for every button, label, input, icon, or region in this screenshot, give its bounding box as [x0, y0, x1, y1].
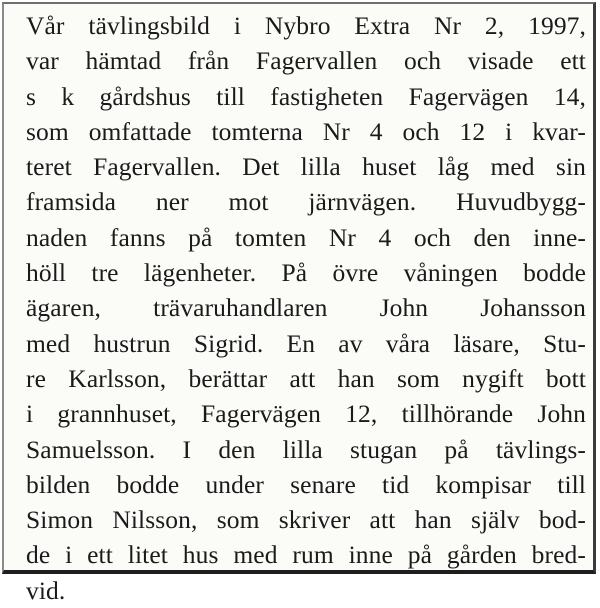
text-line: som omfattade tomterna Nr 4 och 12 i kvar- [26, 116, 586, 146]
text-line: de i ett litet hus med rum inne på gården bred- [26, 540, 586, 570]
text-line: Simon Nilsson, som skriver att han själv bod- [26, 505, 586, 535]
article-text [26, 8, 586, 608]
text-line: Samuelsson. I den lilla stugan på tävlings- [26, 434, 586, 464]
text-line: bilden bodde under senare tid kompisar till [26, 469, 586, 499]
text-line: s k gårdshus till fastigheten Fagervägen 14, [26, 81, 586, 111]
text-line: framsida ner mot järnvägen. Huvudbygg- [26, 187, 586, 217]
text-line: i grannhuset, Fagervägen 12, tillhörande John [26, 399, 586, 429]
text-line: var hämtad från Fagervallen och visade ett [26, 46, 586, 76]
text-line: ägaren, trävaruhandlaren John Johansson [26, 293, 586, 323]
text-line: vid. [26, 575, 66, 605]
text-line: re Karlsson, berättar att han som nygift bott [26, 363, 586, 393]
newspaper-clipping [2, 2, 596, 605]
text-line: Vår tävlingsbild i Nybro Extra Nr 2, 1997, [26, 11, 586, 40]
text-line: naden fanns på tomten Nr 4 och den inne- [26, 222, 586, 252]
text-line: teret Fagervallen. Det lilla huset låg med sin [26, 152, 586, 182]
text-line: höll tre lägenheter. På övre våningen bodde [26, 258, 586, 288]
text-line: med hustrun Sigrid. En av våra läsare, Stu- [26, 328, 586, 358]
